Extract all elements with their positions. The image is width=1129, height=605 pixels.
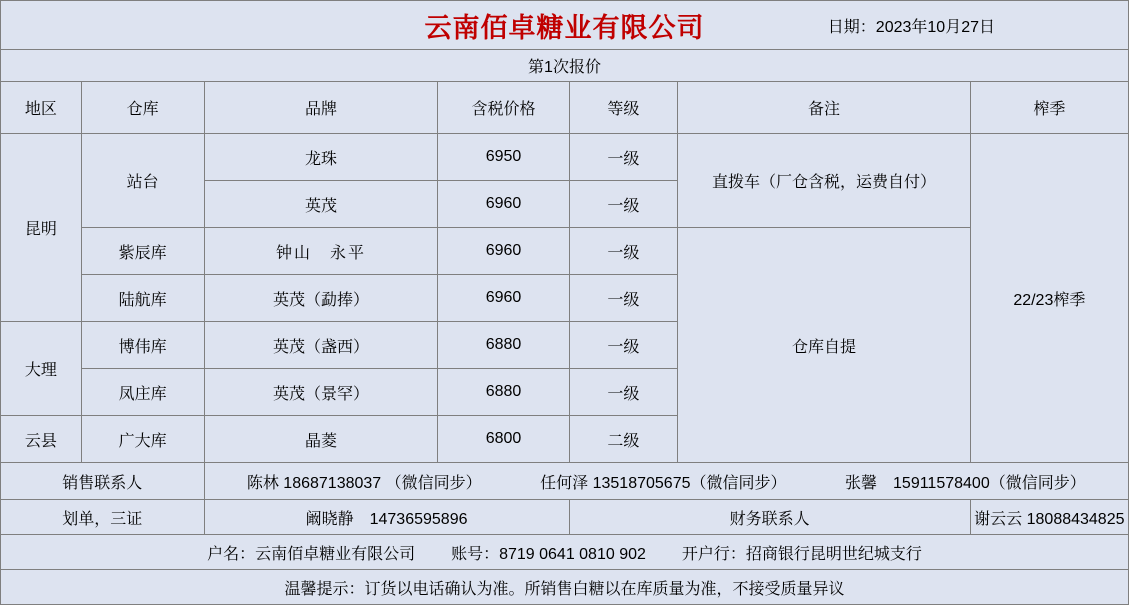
cell-brand-jingling: 晶菱 xyxy=(204,416,438,463)
doc-label: 划单，三证 xyxy=(1,500,205,535)
header-grade: 等级 xyxy=(569,82,678,134)
cell-remark-self-pickup: 仓库自提 xyxy=(678,228,970,463)
sales-contact-row xyxy=(1,463,1129,500)
cell-region-yunxian: 云县 xyxy=(1,416,82,463)
header-region: 地区 xyxy=(1,82,82,134)
sales-contact-1: 陈林 18687138037 （微信同步） xyxy=(246,474,482,492)
cell-brand-zhanxi: 英茂（盏西） xyxy=(204,322,438,369)
subtitle-row xyxy=(1,50,1129,82)
cell-brand-mengpeng: 英茂（勐捧） xyxy=(204,275,438,322)
title-row xyxy=(1,1,1129,50)
quote-date: 日期：2023年10月27日 xyxy=(827,18,995,36)
table-row xyxy=(1,134,1129,181)
cell-price-0: 6950 xyxy=(438,134,569,181)
account-name: 户名：云南佰卓糖业有限公司 xyxy=(207,545,416,563)
company-title: 云南佰卓糖业有限公司 xyxy=(424,12,705,43)
cell-brand-longzhu: 龙珠 xyxy=(204,134,438,181)
cell-brand-jinghan: 英茂（景罕） xyxy=(204,369,438,416)
doc-finance-row xyxy=(1,500,1129,535)
cell-warehouse-bowei: 博伟库 xyxy=(81,322,204,369)
cell-price-5: 6880 xyxy=(438,369,569,416)
cell-grade-1: 一级 xyxy=(569,181,678,228)
header-remark: 备注 xyxy=(678,82,970,134)
cell-grade-0: 一级 xyxy=(569,134,678,181)
cell-grade-4: 一级 xyxy=(569,322,678,369)
cell-grade-6: 二级 xyxy=(569,416,678,463)
doc-contact: 阚晓静 14736595896 xyxy=(204,500,569,535)
cell-warehouse-zhantai: 站台 xyxy=(81,134,204,228)
cell-season: 22/23榨季 xyxy=(970,134,1128,463)
cell-grade-2: 一级 xyxy=(569,228,678,275)
sales-contact-3: 张馨 15911578400（微信同步） xyxy=(845,474,1086,492)
tip-cell: 温馨提示：订货以电话确认为准。所销售白糖以在库质量为准，不接受质量异议 xyxy=(1,570,1129,605)
header-season: 榨季 xyxy=(970,82,1128,134)
account-row xyxy=(1,535,1129,570)
account-number: 账号：8719 0641 0810 902 xyxy=(451,545,646,563)
cell-price-2: 6960 xyxy=(438,228,569,275)
cell-price-3: 6960 xyxy=(438,275,569,322)
title-cell xyxy=(1,1,1129,50)
cell-warehouse-luhang: 陆航库 xyxy=(81,275,204,322)
cell-grade-5: 一级 xyxy=(569,369,678,416)
finance-contact: 谢云云 18088434825 xyxy=(970,500,1128,535)
header-warehouse: 仓库 xyxy=(81,82,204,134)
sales-contact-2: 任何泽 13518705675（微信同步） xyxy=(540,474,787,492)
sales-contact-values xyxy=(204,463,1128,500)
cell-brand-zhongshan: 钟山 永平 xyxy=(204,228,438,275)
cell-price-4: 6880 xyxy=(438,322,569,369)
cell-region-dali: 大理 xyxy=(1,322,82,416)
cell-grade-3: 一级 xyxy=(569,275,678,322)
cell-warehouse-guangda: 广大库 xyxy=(81,416,204,463)
finance-label: 财务联系人 xyxy=(569,500,970,535)
cell-warehouse-zichen: 紫辰库 xyxy=(81,228,204,275)
account-bank: 开户行：招商银行昆明世纪城支行 xyxy=(681,545,922,563)
table-row xyxy=(1,228,1129,275)
cell-region-kunming: 昆明 xyxy=(1,134,82,322)
tip-row xyxy=(1,570,1129,605)
account-cell xyxy=(1,535,1129,570)
cell-price-1: 6960 xyxy=(438,181,569,228)
table-header-row xyxy=(1,82,1129,134)
header-brand: 品牌 xyxy=(204,82,438,134)
sales-contact-label: 销售联系人 xyxy=(1,463,205,500)
cell-brand-yingmao: 英茂 xyxy=(204,181,438,228)
cell-warehouse-fengzhuang: 凤庄库 xyxy=(81,369,204,416)
header-price: 含税价格 xyxy=(438,82,569,134)
cell-remark-direct: 直拨车（厂仓含税，运费自付） xyxy=(678,134,970,228)
cell-price-6: 6800 xyxy=(438,416,569,463)
subtitle-cell: 第1次报价 xyxy=(1,50,1129,82)
